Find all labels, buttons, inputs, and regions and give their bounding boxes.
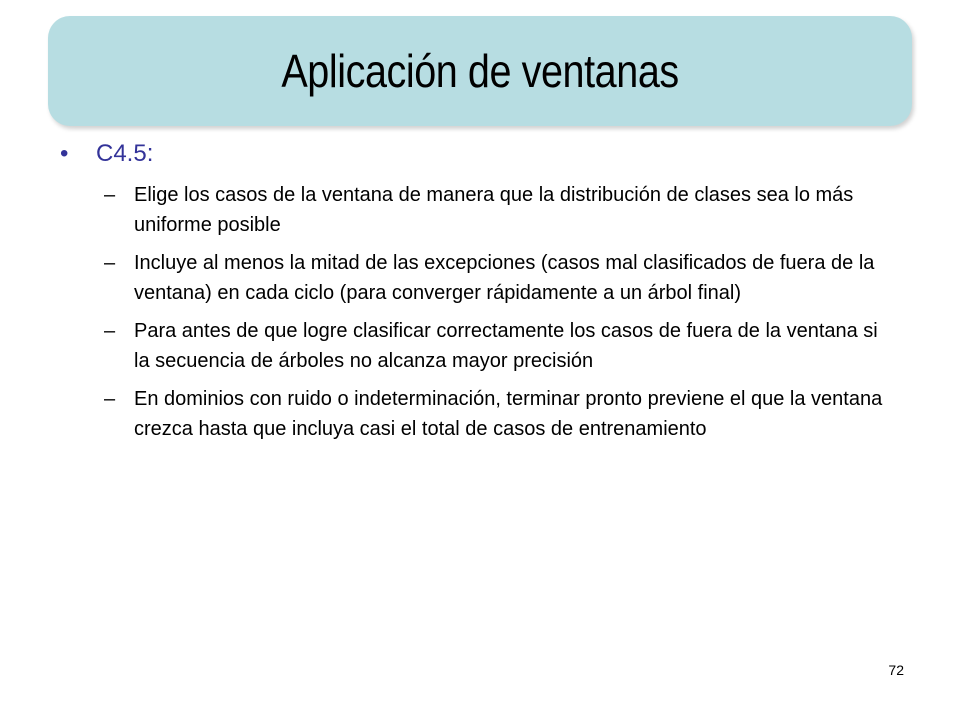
list-item-text: Para antes de que logre clasificar correctamente los casos de fuera de la ventana si la secuencia de árboles no alcanza mayor precisión [134,320,878,372]
title-banner [48,16,912,126]
list-item-text: Incluye al menos la mitad de las excepciones (casos mal clasificados de fuera de la ventana) en cada ciclo (para converger rápidamente a un árbol final) [134,252,875,304]
main-bullet-label: C4.5: [96,140,154,167]
dash-icon: – [104,320,116,342]
list-item-text: Elige los casos de la ventana de manera que la distribución de clases sea lo más uniforme posible [134,184,854,236]
bullet-icon: • [60,140,69,167]
page-number: 72 [888,662,904,678]
list-item [60,248,910,308]
dash-icon: – [104,388,116,410]
dash-icon: – [104,252,116,274]
slide-content [60,140,910,452]
list-item [60,316,910,376]
main-bullet [60,140,910,168]
sub-bullet-list [60,180,910,444]
list-item-text: En dominios con ruido o indeterminación, terminar pronto previene el que la ventana crezca hasta que incluya casi el total de casos de entrenamiento [134,388,883,440]
slide-title: Aplicación de ventanas [281,45,679,97]
dash-icon: – [104,184,116,206]
list-item [60,384,910,444]
list-item [60,180,910,240]
